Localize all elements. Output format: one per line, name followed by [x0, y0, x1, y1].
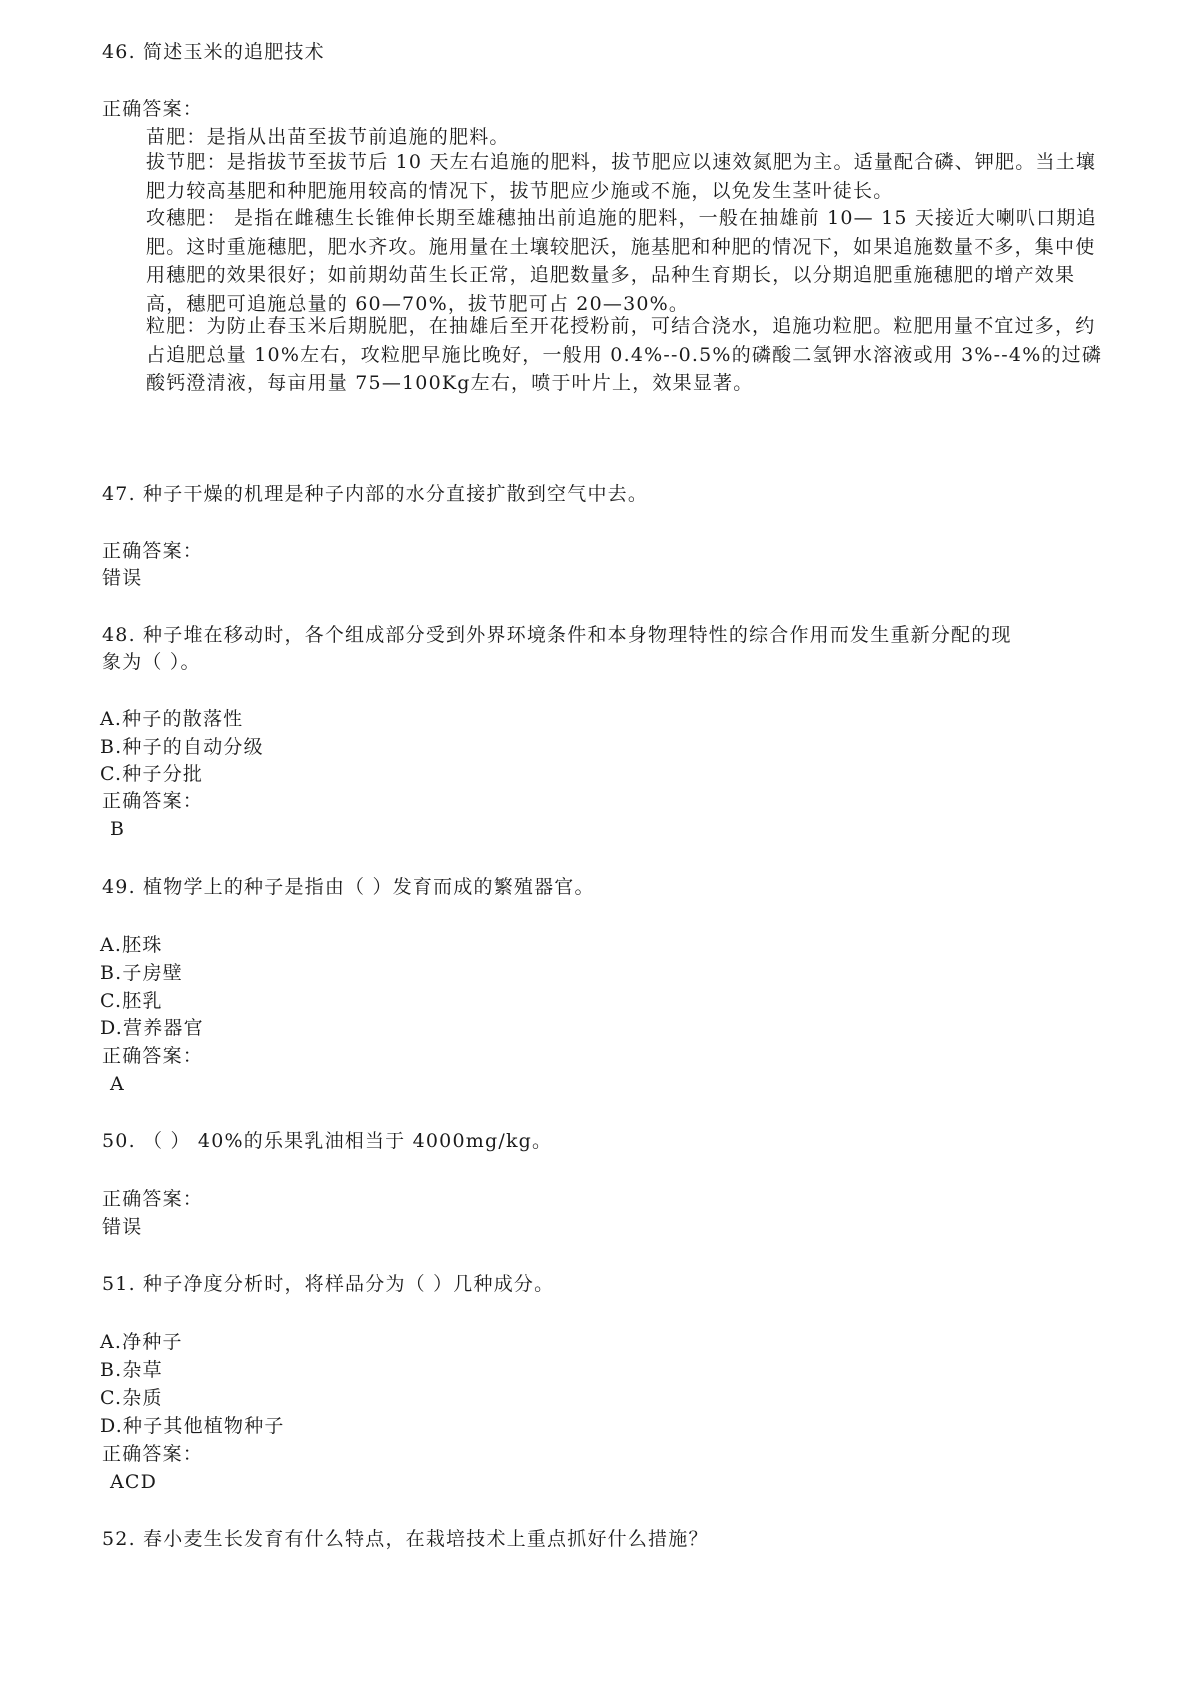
answer-49: A [110, 1073, 125, 1095]
option-49-d: D.营养器官 [100, 1017, 204, 1039]
question-46: 46. 简述玉米的追肥技术 [102, 41, 325, 63]
answer-46-paragraph-2-text: 拔节肥：是指拔节至拔节后 10 天左右追施的肥料，拔节肥应以速效氮肥为主。适量配合磷、钾肥。当土壤肥力较高基肥和种肥施用较高的情况下，拔节肥应少施或不施，以免发生茎叶徒长。 [146, 151, 1097, 202]
answer-46-paragraph-3-text: 攻穗肥： 是指在雌穗生长锥伸长期至雄穗抽出前追施的肥料，一般在抽雄前 10— 15 天接近大喇叭口期追肥。这时重施穗肥，肥水齐攻。施用量在土壤较肥沃，施基肥和种肥的情况下，如果追施数量不多，集中使用穗肥的效果很好；如前期幼苗生长正常，追肥数量多，品种生育期长，以分期追肥重施穗肥的增产效果高，穗肥可追施总量的 60—70%，拔节肥可占 20—30%。 [146, 207, 1097, 315]
option-49-b: B.子房壁 [100, 962, 184, 984]
answer-label-46: 正确答案： [102, 98, 204, 120]
option-48-c: C.种子分批 [100, 763, 204, 785]
answer-46-paragraph-1: 苗肥：是指从出苗至拔节前追施的肥料。 [146, 126, 510, 148]
answer-47: 错误 [102, 567, 143, 589]
question-47: 47. 种子干燥的机理是种子内部的水分直接扩散到空气中去。 [102, 483, 649, 505]
answer-label-48: 正确答案： [102, 790, 204, 812]
option-51-c: C.杂质 [100, 1387, 163, 1409]
option-48-a: A.种子的散落性 [100, 708, 244, 730]
answer-46-paragraph-2 [102, 148, 1107, 205]
question-48-line-2: 象为（ ）。 [102, 651, 201, 673]
answer-label-50: 正确答案： [102, 1188, 204, 1210]
option-51-b: B.杂草 [100, 1359, 163, 1381]
option-49-a: A.胚珠 [100, 934, 163, 956]
option-51-d: D.种子其他植物种子 [100, 1415, 285, 1437]
question-50: 50. （ ） 40%的乐果乳油相当于 4000mg/kg。 [102, 1130, 553, 1152]
answer-48: B [110, 818, 126, 840]
question-51: 51. 种子净度分析时，将样品分为（ ）几种成分。 [102, 1273, 555, 1295]
answer-label-47: 正确答案： [102, 540, 204, 562]
answer-label-49: 正确答案： [102, 1045, 204, 1067]
answer-50: 错误 [102, 1216, 143, 1238]
question-52: 52. 春小麦生长发育有什么特点，在栽培技术上重点抓好什么措施？ [102, 1528, 709, 1550]
question-49: 49. 植物学上的种子是指由（ ）发育而成的繁殖器官。 [102, 876, 595, 898]
option-51-a: A.净种子 [100, 1331, 183, 1353]
option-48-b: B.种子的自动分级 [100, 736, 264, 758]
question-48-line-1: 48. 种子堆在移动时，各个组成部分受到外界环境条件和本身物理特性的综合作用而发生重新分配的现 [102, 624, 1012, 646]
option-49-c: C.胚乳 [100, 990, 163, 1012]
answer-46-paragraph-4 [102, 312, 1107, 398]
answer-label-51: 正确答案： [102, 1443, 204, 1465]
answer-46-paragraph-4-text: 粒肥：为防止春玉米后期脱肥，在抽雄后至开花授粉前，可结合浇水，追施功粒肥。粒肥用量不宜过多，约占追肥总量 10%左右，攻粒肥早施比晚好，一般用 0.4%--0.5%的磷酸二氢钾水溶液或用 3%--4%的过磷酸钙澄清液，每亩用量 75—100Kg左右，喷于叶片上，效果显著。 [146, 315, 1103, 394]
answer-46-paragraph-3 [102, 204, 1107, 318]
answer-51: ACD [110, 1471, 158, 1493]
